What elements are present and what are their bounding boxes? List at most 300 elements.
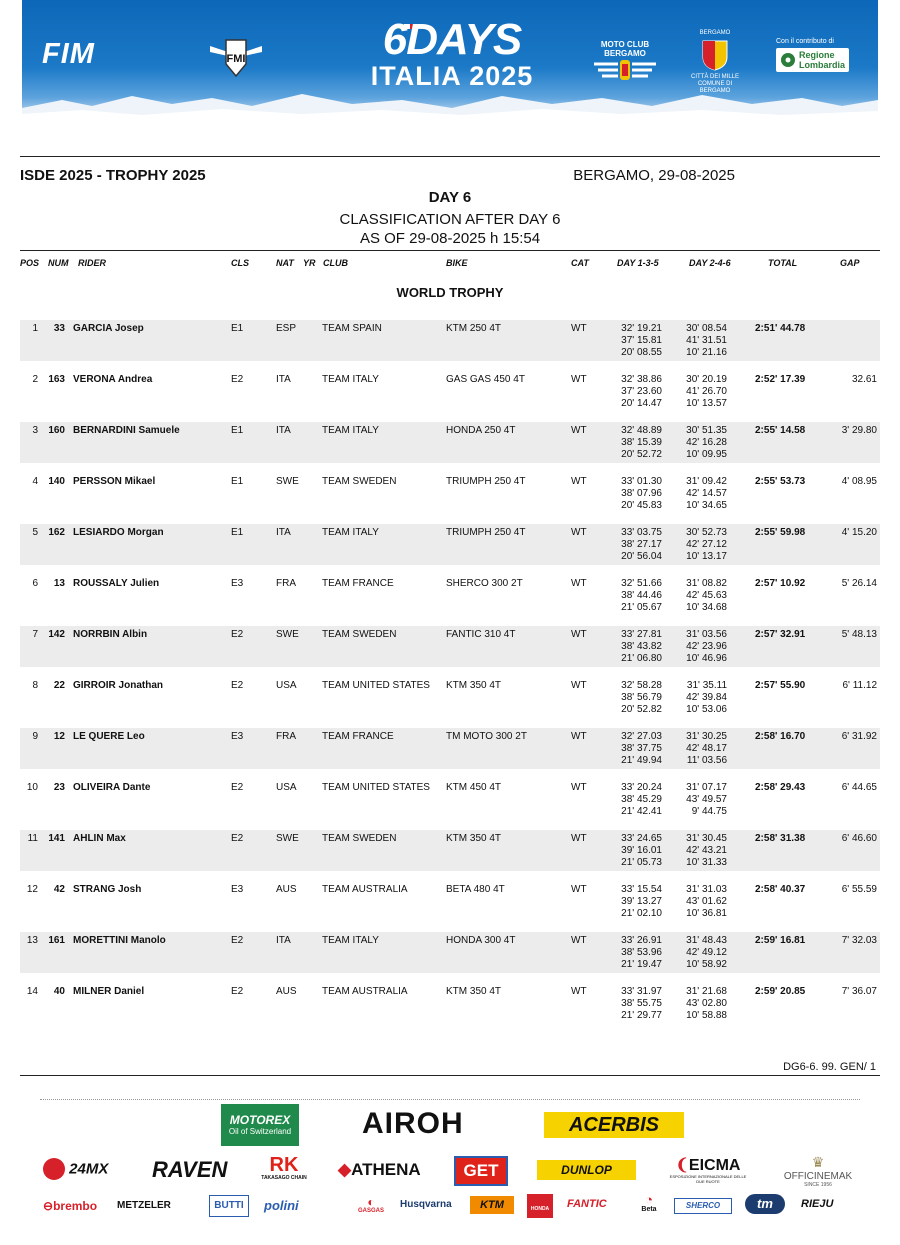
cell-cat: WT — [571, 323, 587, 334]
cell-gap: 4' 15.20 — [841, 527, 877, 538]
cell-rider: AHLIN Max — [73, 833, 126, 844]
cell-nat: ITA — [276, 935, 291, 946]
moto-club-bergamo-logo — [582, 40, 668, 87]
gasgas-icon: ◐ — [367, 1195, 375, 1209]
split-time: 33' 26.91 — [621, 935, 662, 946]
split-time: 37' 15.81 — [621, 335, 662, 346]
cell-nat: AUS — [276, 884, 297, 895]
bergamo-top-text: BERGAMO — [699, 30, 731, 36]
split-time: 21' 05.67 — [621, 602, 662, 613]
split-time: 10' 13.57 — [686, 398, 727, 409]
motorex-sub: Oil of Switzerland — [228, 1127, 292, 1136]
eicma-label: EICMA — [688, 1157, 741, 1174]
cell-d246 — [676, 425, 727, 461]
split-time: 32' 38.86 — [621, 374, 662, 385]
beta-icon: ◔ — [645, 1192, 653, 1207]
cell-bike: KTM 250 4T — [446, 323, 502, 334]
cell-gap: 32.61 — [851, 374, 877, 385]
cell-d135 — [610, 476, 662, 512]
cell-d246 — [676, 833, 727, 869]
cell-club: TEAM ITALY — [322, 374, 379, 385]
cell-cat: WT — [571, 680, 587, 691]
cell-cat: WT — [571, 731, 587, 742]
cell-total: 2:57' 55.90 — [755, 680, 806, 691]
split-time: 21' 06.80 — [621, 653, 662, 664]
cell-pos: 7 — [32, 629, 38, 640]
split-time: 38' 53.96 — [621, 947, 662, 958]
rieju-logo: RIEJU — [801, 1198, 834, 1210]
table-row — [20, 473, 880, 524]
split-time: 9' 44.75 — [691, 806, 727, 817]
split-time: 10' 13.17 — [686, 551, 727, 562]
col-num: NUM — [48, 258, 69, 268]
cell-nat: FRA — [276, 578, 296, 589]
split-time: 31' 30.45 — [686, 833, 727, 844]
split-time: 31' 35.11 — [686, 680, 727, 691]
cell-d135 — [610, 323, 662, 359]
cell-cat: WT — [571, 629, 587, 640]
cell-cls: E1 — [231, 527, 244, 538]
cell-cat: WT — [571, 782, 587, 793]
cell-total: 2:58' 16.70 — [755, 731, 806, 742]
split-time: 42' 39.84 — [686, 692, 727, 703]
cell-num: 22 — [53, 680, 65, 691]
cell-gap: 6' 55.59 — [841, 884, 877, 895]
cell-cls: E3 — [231, 731, 244, 742]
cell-club: TEAM SPAIN — [322, 323, 382, 334]
s24mx-text: 24MX — [69, 1160, 109, 1178]
split-time: 10' 21.16 — [686, 347, 727, 358]
cell-nat: FRA — [276, 731, 296, 742]
split-time: 38' 55.75 — [621, 998, 662, 1009]
split-time: 10' 09.95 — [686, 449, 727, 460]
cell-d246 — [676, 629, 727, 665]
metzeler-logo: METZELER — [117, 1200, 171, 1211]
cell-pos: 5 — [32, 527, 38, 538]
table-row — [20, 728, 880, 769]
col-total: TOTAL — [768, 258, 798, 268]
split-time: 21' 42.41 — [621, 806, 662, 817]
split-time: 38' 56.79 — [621, 692, 662, 703]
split-time: 10' 53.06 — [686, 704, 727, 715]
cell-cat: WT — [571, 935, 587, 946]
regione-pre-text: Con il contributo di — [776, 38, 834, 45]
cell-club: TEAM ITALY — [322, 425, 379, 436]
brembo-logo — [43, 1199, 97, 1213]
table-row — [20, 830, 880, 871]
cell-cat: WT — [571, 374, 587, 385]
athena-logo — [338, 1160, 421, 1180]
classification-table — [20, 320, 880, 1034]
cell-gap: 6' 31.92 — [841, 731, 877, 742]
cell-nat: ITA — [276, 374, 291, 385]
cell-cls: E1 — [231, 476, 244, 487]
cell-rider: LE QUERE Leo — [73, 731, 145, 742]
cell-total: 2:57' 32.91 — [755, 629, 806, 640]
cell-d135 — [610, 833, 662, 869]
cell-pos: 6 — [32, 578, 38, 589]
cell-d246 — [676, 527, 727, 563]
cell-total: 2:58' 31.38 — [755, 833, 806, 844]
cell-nat: USA — [276, 782, 297, 793]
col-club: CLUB — [323, 258, 348, 268]
beta-text: Beta — [641, 1206, 657, 1213]
col-bike: BIKE — [446, 258, 468, 268]
split-time: 38' 27.17 — [621, 539, 662, 550]
footer-rule — [20, 1075, 880, 1076]
husqvarna-logo: Husqvarna — [400, 1199, 452, 1210]
cell-d135 — [610, 782, 662, 818]
split-time: 38' 07.96 — [621, 488, 662, 499]
cell-cat: WT — [571, 884, 587, 895]
cell-cls: E3 — [231, 578, 244, 589]
split-time: 33' 01.30 — [621, 476, 662, 487]
cell-total: 2:55' 14.58 — [755, 425, 806, 436]
split-time: 30' 08.54 — [686, 323, 727, 334]
cell-club: TEAM UNITED STATES — [322, 680, 430, 691]
cell-club: TEAM ITALY — [322, 527, 379, 538]
acerbis-logo: ACERBIS — [544, 1112, 684, 1138]
table-row — [20, 677, 880, 728]
cell-gap: 4' 08.95 — [841, 476, 877, 487]
cell-total: 2:59' 16.81 — [755, 935, 806, 946]
cell-d246 — [676, 578, 727, 614]
location-date: BERGAMO, 29-08-2025 — [573, 167, 735, 184]
cell-bike: FANTIC 310 4T — [446, 629, 516, 640]
split-time: 20' 56.04 — [621, 551, 662, 562]
cell-num: 13 — [53, 578, 65, 589]
cell-total: 2:55' 53.73 — [755, 476, 806, 487]
dunlop-logo: DUNLOP — [537, 1160, 636, 1180]
footer-dotted-rule — [40, 1099, 860, 1100]
cell-nat: SWE — [276, 476, 299, 487]
cell-num: 160 — [48, 425, 65, 436]
cell-num: 40 — [53, 986, 65, 997]
col-day246: DAY 2-4-6 — [689, 258, 731, 268]
six-days-title: 6DAYS — [382, 15, 522, 64]
gasgas-logo — [355, 1196, 387, 1214]
cell-gap: 6' 11.12 — [842, 680, 877, 691]
cell-pos: 9 — [32, 731, 38, 742]
split-time: 21' 49.94 — [621, 755, 662, 766]
split-time: 21' 02.10 — [621, 908, 662, 919]
cell-d135 — [610, 629, 662, 665]
cell-total: 2:55' 59.98 — [755, 527, 806, 538]
table-row — [20, 575, 880, 626]
cell-pos: 2 — [32, 374, 38, 385]
cell-total: 2:59' 20.85 — [755, 986, 806, 997]
split-time: 42' 45.63 — [686, 590, 727, 601]
split-time: 20' 52.72 — [621, 449, 662, 460]
split-time: 31' 09.42 — [686, 476, 727, 487]
split-time: 39' 16.01 — [621, 845, 662, 856]
table-row — [20, 983, 880, 1034]
cell-gap: 6' 44.65 — [841, 782, 877, 793]
rk-text: RK — [269, 1154, 299, 1176]
split-time: 20' 08.55 — [621, 347, 662, 358]
columns-top-rule — [20, 250, 880, 251]
split-time: 21' 19.47 — [621, 959, 662, 970]
cell-rider: GIRROIR Jonathan — [73, 680, 164, 691]
split-time: 31' 21.68 — [686, 986, 727, 997]
cell-cls: E2 — [231, 629, 244, 640]
split-time: 43' 49.57 — [686, 794, 727, 805]
cell-rider: OLIVEIRA Dante — [73, 782, 151, 793]
six-days-logo — [352, 15, 552, 91]
cell-num: 142 — [48, 629, 65, 640]
split-time: 31' 08.82 — [686, 578, 727, 589]
gasgas-text: GASGAS — [357, 1208, 384, 1214]
cell-club: TEAM ITALY — [322, 935, 379, 946]
cell-d135 — [610, 527, 662, 563]
cell-rider: NORRBIN Albin — [73, 629, 148, 640]
cell-club: TEAM AUSTRALIA — [322, 986, 408, 997]
brembo-icon: ⊖ — [43, 1199, 54, 1213]
cell-d135 — [610, 578, 662, 614]
col-day135: DAY 1-3-5 — [617, 258, 659, 268]
officine-crown-icon: ♛ — [811, 1154, 825, 1170]
cell-d246 — [676, 935, 727, 971]
table-row — [20, 524, 880, 565]
col-cls: CLS — [231, 258, 249, 268]
cell-bike: BETA 480 4T — [446, 884, 505, 895]
col-gap: GAP — [840, 258, 860, 268]
butti-logo: BUTTI — [209, 1195, 249, 1217]
split-time: 33' 03.75 — [621, 527, 662, 538]
split-time: 32' 27.03 — [621, 731, 662, 742]
cell-club: TEAM SWEDEN — [322, 476, 397, 487]
cell-d135 — [610, 425, 662, 461]
regione-lombardia-logo — [776, 38, 868, 73]
raven-logo: RAVEN — [152, 1157, 228, 1182]
athena-diamond-icon: ◆ — [338, 1160, 352, 1179]
split-time: 10' 58.92 — [686, 959, 727, 970]
table-row — [20, 881, 880, 932]
s24mx-badge-icon — [43, 1158, 65, 1180]
cell-d246 — [676, 731, 727, 767]
polini-logo: polini — [264, 1198, 299, 1213]
split-time: 42' 14.57 — [686, 488, 727, 499]
six-days-subtitle: ITALIA 2025 — [370, 61, 534, 91]
split-time: 41' 26.70 — [686, 386, 727, 397]
regione-line2: Lombardia — [799, 60, 846, 70]
eicma-text: ❨EICMA — [675, 1157, 741, 1174]
split-time: 32' 19.21 — [621, 323, 662, 334]
split-time: 42' 49.12 — [686, 947, 727, 958]
bergamo-crest-icon — [700, 37, 730, 71]
cell-club: TEAM FRANCE — [322, 731, 394, 742]
cell-cat: WT — [571, 527, 587, 538]
cell-nat: ESP — [276, 323, 297, 334]
col-nat: NAT — [276, 258, 294, 268]
tm-logo: tm — [745, 1194, 785, 1214]
split-time: 31' 48.43 — [686, 935, 727, 946]
split-time: 31' 07.17 — [686, 782, 727, 793]
table-row — [20, 932, 880, 973]
cell-cls: E2 — [231, 935, 244, 946]
cell-rider: BERNARDINI Samuele — [73, 425, 180, 436]
cell-cat: WT — [571, 986, 587, 997]
cell-pos: 10 — [26, 782, 38, 793]
split-time: 20' 14.47 — [621, 398, 662, 409]
table-row — [20, 320, 880, 361]
cell-num: 23 — [53, 782, 65, 793]
cell-num: 33 — [53, 323, 65, 334]
split-time: 20' 52.82 — [621, 704, 662, 715]
split-time: 43' 01.62 — [686, 896, 727, 907]
cell-cat: WT — [571, 833, 587, 844]
cell-total: 2:58' 29.43 — [755, 782, 806, 793]
cell-cat: WT — [571, 476, 587, 487]
athena-text: ATHENA — [351, 1160, 421, 1179]
cell-nat: USA — [276, 680, 297, 691]
split-time: 38' 37.75 — [621, 743, 662, 754]
split-time: 31' 03.56 — [686, 629, 727, 640]
cell-total: 2:58' 40.37 — [755, 884, 806, 895]
cell-d135 — [610, 680, 662, 716]
cell-pos: 11 — [27, 833, 38, 844]
cell-club: TEAM FRANCE — [322, 578, 394, 589]
cell-cat: WT — [571, 425, 587, 436]
split-time: 33' 15.54 — [621, 884, 662, 895]
cell-pos: 4 — [32, 476, 38, 487]
split-time: 33' 20.24 — [621, 782, 662, 793]
cell-total: 2:51' 44.78 — [755, 323, 806, 334]
cell-d135 — [610, 374, 662, 410]
motorex-logo — [221, 1104, 299, 1146]
cell-bike: KTM 350 4T — [446, 986, 502, 997]
cell-rider: ROUSSALY Julien — [73, 578, 160, 589]
regione-box — [776, 48, 849, 72]
moto-club-wings-icon — [590, 58, 660, 82]
split-time: 33' 24.65 — [621, 833, 662, 844]
cell-cls: E1 — [231, 425, 244, 436]
cell-club: TEAM SWEDEN — [322, 629, 397, 640]
cell-bike: TM MOTO 300 2T — [446, 731, 527, 742]
classification-title: CLASSIFICATION AFTER DAY 6 — [339, 211, 561, 228]
cell-d246 — [676, 680, 727, 716]
cell-bike: HONDA 250 4T — [446, 425, 516, 436]
split-time: 10' 36.81 — [686, 908, 727, 919]
rk-logo — [258, 1155, 310, 1181]
cell-d246 — [676, 986, 727, 1022]
cell-pos: 12 — [26, 884, 38, 895]
cell-num: 161 — [48, 935, 65, 946]
snowy-mountains-graphic — [22, 82, 878, 122]
cell-nat: ITA — [276, 527, 291, 538]
officine-sub: SINCE 1956 — [804, 1182, 832, 1188]
cell-club: TEAM AUSTRALIA — [322, 884, 408, 895]
cell-num: 12 — [53, 731, 65, 742]
cell-gap: 5' 48.13 — [841, 629, 877, 640]
split-time: 32' 58.28 — [621, 680, 662, 691]
cell-rider: STRANG Josh — [73, 884, 142, 895]
split-time: 43' 02.80 — [686, 998, 727, 1009]
cell-d135 — [610, 935, 662, 971]
cell-gap: 3' 29.80 — [841, 425, 877, 436]
split-time: 30' 51.35 — [686, 425, 727, 436]
eicma-logo — [668, 1157, 748, 1184]
cell-cls: E2 — [231, 782, 244, 793]
as-of-time: AS OF 29-08-2025 h 15:54 — [359, 230, 541, 247]
cell-num: 163 — [48, 374, 65, 385]
split-time: 41' 31.51 — [686, 335, 727, 346]
split-time: 10' 46.96 — [686, 653, 727, 664]
split-time: 11' 03.56 — [686, 755, 727, 766]
fmi-text: FMI — [226, 53, 246, 65]
table-row — [20, 371, 880, 422]
cell-cls: E2 — [231, 374, 244, 385]
split-time: 30' 52.73 — [686, 527, 727, 538]
cell-d246 — [676, 323, 727, 359]
cell-pos: 14 — [26, 986, 38, 997]
cell-gap: 7' 32.03 — [841, 935, 877, 946]
honda-logo: HONDA — [527, 1194, 553, 1218]
cell-d135 — [610, 731, 662, 767]
get-logo: GET — [454, 1156, 508, 1186]
split-time: 21' 05.73 — [621, 857, 662, 868]
cell-nat: AUS — [276, 986, 297, 997]
col-pos: POS — [20, 258, 40, 268]
split-time: 33' 27.81 — [621, 629, 662, 640]
split-time: 42' 48.17 — [686, 743, 727, 754]
brembo-text: brembo — [53, 1199, 98, 1213]
document-reference: DG6-6. 99. GEN/ 1 — [783, 1061, 876, 1073]
header-banner — [22, 0, 878, 122]
cell-cls: E2 — [231, 986, 244, 997]
cell-d246 — [676, 782, 727, 818]
split-time: 42' 27.12 — [686, 539, 727, 550]
cell-d135 — [610, 884, 662, 920]
split-time: 42' 43.21 — [686, 845, 727, 856]
col-cat: CAT — [571, 258, 589, 268]
cell-bike: KTM 450 4T — [446, 782, 502, 793]
beta-logo — [635, 1193, 663, 1213]
cell-bike: TRIUMPH 250 4T — [446, 527, 526, 538]
officine-text: OFFICINEMAK — [783, 1171, 853, 1182]
split-time: 37' 23.60 — [621, 386, 662, 397]
split-time: 42' 23.96 — [686, 641, 727, 652]
cell-bike: GAS GAS 450 4T — [446, 374, 525, 385]
fantic-logo: FANTIC — [567, 1198, 607, 1210]
cell-rider: MILNER Daniel — [73, 986, 145, 997]
cell-club: TEAM SWEDEN — [322, 833, 397, 844]
fim-logo: FIM — [42, 38, 95, 70]
cell-d246 — [676, 884, 727, 920]
motorex-text: MOTOREX — [229, 1113, 291, 1127]
fmi-logo — [208, 34, 264, 80]
cell-total: 2:52' 17.39 — [755, 374, 806, 385]
cell-gap: 6' 46.60 — [841, 833, 877, 844]
col-yr: YR — [303, 258, 316, 268]
cell-gap: 7' 36.07 — [841, 986, 877, 997]
split-time: 33' 31.97 — [621, 986, 662, 997]
split-time: 42' 16.28 — [686, 437, 727, 448]
section-title: WORLD TROPHY — [396, 285, 504, 300]
cell-pos: 13 — [26, 935, 38, 946]
cell-cls: E2 — [231, 680, 244, 691]
cell-pos: 3 — [32, 425, 38, 436]
split-time: 31' 30.25 — [686, 731, 727, 742]
split-time: 38' 44.46 — [621, 590, 662, 601]
cell-gap: 5' 26.14 — [841, 578, 877, 589]
rk-sub: TAKASAGO CHAIN — [261, 1175, 307, 1181]
cell-bike: KTM 350 4T — [446, 833, 502, 844]
cell-bike: TRIUMPH 250 4T — [446, 476, 526, 487]
day-title: DAY 6 — [428, 189, 472, 206]
cell-nat: ITA — [276, 425, 291, 436]
event-title: ISDE 2025 - TROPHY 2025 — [20, 167, 206, 184]
